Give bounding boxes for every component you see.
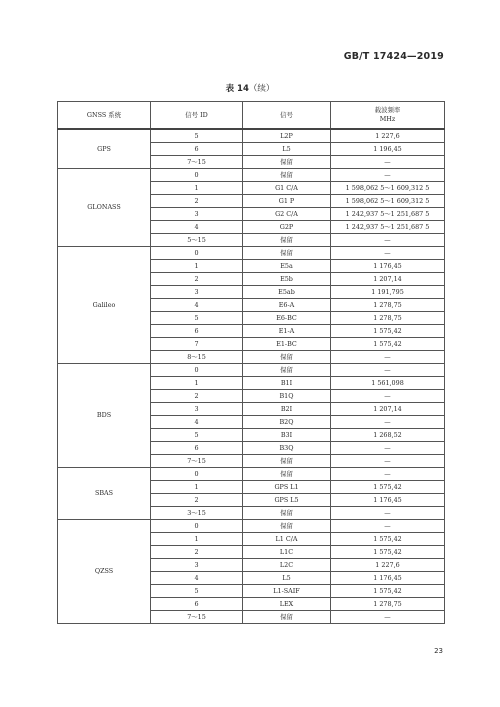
carrier-frequency-cell: — — [331, 234, 445, 247]
signal-id-cell: 5 — [151, 312, 243, 325]
signal-cell: B3I — [243, 429, 331, 442]
carrier-frequency-cell: 1 278,75 — [331, 299, 445, 312]
page-number: 23 — [434, 647, 443, 655]
carrier-frequency-cell: 1 242,937 5～1 251,687 5 — [331, 221, 445, 234]
carrier-frequency-cell: — — [331, 507, 445, 520]
gnss-system-cell: BDS — [58, 364, 151, 468]
signal-id-cell: 0 — [151, 169, 243, 182]
header-signal-id: 信号 ID — [151, 102, 243, 130]
gnss-system-cell: GPS — [58, 129, 151, 169]
table-title-text: 表 14 — [225, 84, 249, 94]
table-header-row — [58, 102, 445, 130]
signal-id-cell: 0 — [151, 468, 243, 481]
carrier-frequency-cell: 1 575,42 — [331, 533, 445, 546]
carrier-frequency-cell: 1 575,42 — [331, 481, 445, 494]
carrier-frequency-cell: — — [331, 416, 445, 429]
signal-cell: 保留 — [243, 611, 331, 624]
signal-cell: 保留 — [243, 156, 331, 169]
table-row — [58, 364, 445, 377]
carrier-frequency-cell: 1 176,45 — [331, 260, 445, 273]
carrier-frequency-cell: 1 575,42 — [331, 325, 445, 338]
carrier-frequency-cell: — — [331, 611, 445, 624]
carrier-frequency-cell: 1 561,098 — [331, 377, 445, 390]
carrier-frequency-cell: 1 207,14 — [331, 403, 445, 416]
signal-cell: LEX — [243, 598, 331, 611]
signal-cell: E1-A — [243, 325, 331, 338]
signal-cell: E5a — [243, 260, 331, 273]
carrier-frequency-cell: — — [331, 156, 445, 169]
header-carrier-frequency — [331, 102, 445, 130]
signal-cell: L5 — [243, 143, 331, 156]
signal-id-cell: 3 — [151, 403, 243, 416]
signal-cell: B2Q — [243, 416, 331, 429]
signal-cell: E1-BC — [243, 338, 331, 351]
signal-cell: E5b — [243, 273, 331, 286]
signal-id-cell: 6 — [151, 325, 243, 338]
signal-id-cell: 5 — [151, 585, 243, 598]
signal-id-cell: 6 — [151, 442, 243, 455]
signal-id-cell: 2 — [151, 273, 243, 286]
carrier-frequency-cell: 1 278,75 — [331, 312, 445, 325]
signal-cell: L1 C/A — [243, 533, 331, 546]
signal-id-cell: 1 — [151, 260, 243, 273]
signal-id-cell: 1 — [151, 182, 243, 195]
signal-cell: 保留 — [243, 234, 331, 247]
signal-cell: L5 — [243, 572, 331, 585]
signal-id-cell: 7～15 — [151, 611, 243, 624]
signal-id-cell: 0 — [151, 520, 243, 533]
carrier-frequency-cell: — — [331, 390, 445, 403]
table-title — [0, 82, 500, 94]
carrier-frequency-cell: — — [331, 442, 445, 455]
signal-cell: 保留 — [243, 520, 331, 533]
carrier-frequency-cell: 1 575,42 — [331, 338, 445, 351]
signal-cell: 保留 — [243, 169, 331, 182]
signal-id-cell: 7 — [151, 338, 243, 351]
signal-id-cell: 3 — [151, 208, 243, 221]
signal-cell: G1 C/A — [243, 182, 331, 195]
table-body — [58, 129, 445, 624]
table-row — [58, 520, 445, 533]
carrier-frequency-cell: — — [331, 351, 445, 364]
signal-cell: G2P — [243, 221, 331, 234]
signal-id-cell: 4 — [151, 416, 243, 429]
signal-id-cell: 5～15 — [151, 234, 243, 247]
carrier-frequency-cell: 1 227,6 — [331, 129, 445, 143]
gnss-system-cell: GLONASS — [58, 169, 151, 247]
carrier-frequency-cell: 1 207,14 — [331, 273, 445, 286]
header-gnss-system: GNSS 系统 — [58, 102, 151, 130]
signal-cell: 保留 — [243, 507, 331, 520]
signal-cell: 保留 — [243, 364, 331, 377]
signal-id-cell: 0 — [151, 364, 243, 377]
carrier-frequency-cell: 1 176,45 — [331, 494, 445, 507]
signal-id-cell: 8～15 — [151, 351, 243, 364]
table-row — [58, 468, 445, 481]
signal-cell: GPS L5 — [243, 494, 331, 507]
header-carrier-frequency-unit: MHz — [379, 115, 396, 123]
signal-cell: 保留 — [243, 455, 331, 468]
signal-id-cell: 2 — [151, 195, 243, 208]
gnss-system-cell: SBAS — [58, 468, 151, 520]
signal-cell: E5ab — [243, 286, 331, 299]
carrier-frequency-cell: — — [331, 364, 445, 377]
carrier-frequency-cell: — — [331, 468, 445, 481]
gnss-system-cell: Galileo — [58, 247, 151, 364]
signal-id-cell: 4 — [151, 572, 243, 585]
signal-id-cell: 6 — [151, 143, 243, 156]
signal-id-cell: 2 — [151, 494, 243, 507]
signal-cell: B2I — [243, 403, 331, 416]
carrier-frequency-cell: — — [331, 455, 445, 468]
signal-cell: 保留 — [243, 468, 331, 481]
signal-id-cell: 3 — [151, 559, 243, 572]
signal-id-cell: 1 — [151, 481, 243, 494]
signal-id-cell: 0 — [151, 247, 243, 260]
header-carrier-frequency-label: 载波频率 — [374, 106, 401, 114]
signal-cell: B1I — [243, 377, 331, 390]
carrier-frequency-cell: 1 598,062 5～1 609,312 5 — [331, 182, 445, 195]
signal-cell: L2P — [243, 129, 331, 143]
signal-cell: B3Q — [243, 442, 331, 455]
signal-id-cell: 7～15 — [151, 156, 243, 169]
signal-id-cell: 7～15 — [151, 455, 243, 468]
standard-code: GB/T 17424—2019 — [343, 51, 444, 62]
carrier-frequency-cell: 1 575,42 — [331, 585, 445, 598]
table-row — [58, 129, 445, 143]
signal-id-cell: 5 — [151, 429, 243, 442]
signal-id-cell: 2 — [151, 546, 243, 559]
signal-cell: 保留 — [243, 247, 331, 260]
table-row — [58, 169, 445, 182]
carrier-frequency-cell: 1 242,937 5～1 251,687 5 — [331, 208, 445, 221]
table-title-continued: （续） — [248, 84, 275, 94]
signal-id-cell: 6 — [151, 598, 243, 611]
table-row — [58, 247, 445, 260]
signal-cell: G2 C/A — [243, 208, 331, 221]
signal-cell: L1-SAIF — [243, 585, 331, 598]
signal-cell: L1C — [243, 546, 331, 559]
signal-id-cell: 1 — [151, 377, 243, 390]
signal-cell: L2C — [243, 559, 331, 572]
signal-id-cell: 5 — [151, 129, 243, 143]
carrier-frequency-cell: 1 268,52 — [331, 429, 445, 442]
carrier-frequency-cell: 1 196,45 — [331, 143, 445, 156]
signal-cell: B1Q — [243, 390, 331, 403]
signal-id-cell: 3 — [151, 286, 243, 299]
signal-cell: GPS L1 — [243, 481, 331, 494]
carrier-frequency-cell: 1 575,42 — [331, 546, 445, 559]
gnss-signal-table — [57, 101, 445, 624]
signal-cell: 保留 — [243, 351, 331, 364]
signal-id-cell: 4 — [151, 221, 243, 234]
signal-cell: E6-BC — [243, 312, 331, 325]
carrier-frequency-cell: — — [331, 247, 445, 260]
carrier-frequency-cell: — — [331, 520, 445, 533]
carrier-frequency-cell: — — [331, 169, 445, 182]
signal-cell: G1 P — [243, 195, 331, 208]
carrier-frequency-cell: 1 191,795 — [331, 286, 445, 299]
carrier-frequency-cell: 1 176,45 — [331, 572, 445, 585]
carrier-frequency-cell: 1 278,75 — [331, 598, 445, 611]
carrier-frequency-cell: 1 598,062 5～1 609,312 5 — [331, 195, 445, 208]
header-signal: 信号 — [243, 102, 331, 130]
signal-id-cell: 2 — [151, 390, 243, 403]
signal-id-cell: 1 — [151, 533, 243, 546]
signal-cell: E6-A — [243, 299, 331, 312]
carrier-frequency-cell: 1 227,6 — [331, 559, 445, 572]
signal-id-cell: 3～15 — [151, 507, 243, 520]
gnss-system-cell: QZSS — [58, 520, 151, 624]
signal-id-cell: 4 — [151, 299, 243, 312]
